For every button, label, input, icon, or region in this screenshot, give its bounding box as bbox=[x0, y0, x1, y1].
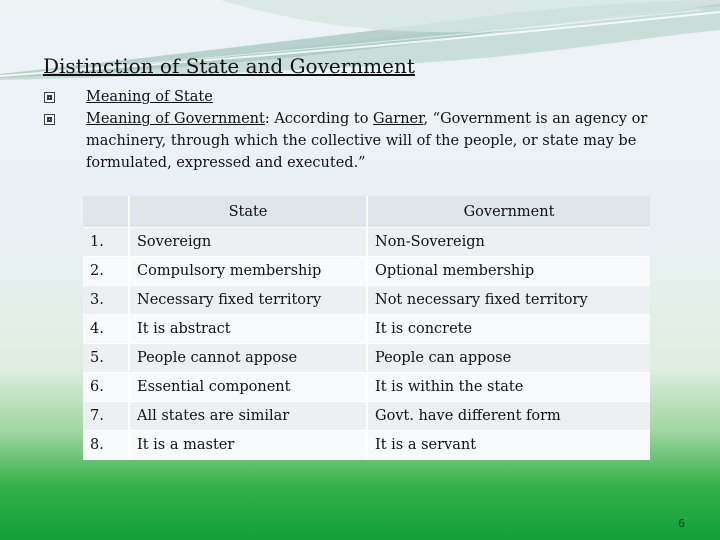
table-row bbox=[83, 315, 650, 344]
bullet-text: , “Government is an agency or machinery, through which the collective will of the people, or state may be formulated, expressed and executed.” bbox=[86, 111, 648, 171]
government-cell: People can appose bbox=[368, 344, 650, 373]
state-cell: Compulsory membership bbox=[130, 257, 368, 286]
comparison-table bbox=[83, 196, 650, 460]
row-number: 3. bbox=[83, 286, 130, 315]
government-cell: Optional membership bbox=[368, 257, 650, 286]
page-number: 6 bbox=[678, 517, 685, 530]
state-cell: People cannot appose bbox=[130, 344, 368, 373]
government-cell: Non-Sovereign bbox=[368, 228, 650, 257]
row-number: 6. bbox=[83, 373, 130, 402]
checkbox-bullet-icon bbox=[44, 114, 55, 125]
checkbox-bullet-icon bbox=[44, 92, 55, 103]
state-cell: It is abstract bbox=[130, 315, 368, 344]
government-cell: It is concrete bbox=[368, 315, 650, 344]
government-cell: Govt. have different form bbox=[368, 402, 650, 431]
bullet-list bbox=[44, 86, 669, 174]
bullet-item-government bbox=[44, 108, 669, 174]
state-cell: All states are similar bbox=[130, 402, 368, 431]
header-government: Government bbox=[368, 196, 650, 228]
row-number: 4. bbox=[83, 315, 130, 344]
header-number bbox=[83, 196, 130, 228]
bullet-label: Meaning of Government bbox=[86, 111, 265, 127]
government-cell: It is within the state bbox=[368, 373, 650, 402]
government-cell: It is a servant bbox=[368, 431, 650, 460]
row-number: 1. bbox=[83, 228, 130, 257]
state-cell: Necessary fixed territory bbox=[130, 286, 368, 315]
table-row bbox=[83, 257, 650, 286]
table-row bbox=[83, 373, 650, 402]
table-row bbox=[83, 431, 650, 460]
row-number: 7. bbox=[83, 402, 130, 431]
bullet-item-state bbox=[44, 86, 669, 108]
slide-title: Distinction of State and Government bbox=[43, 54, 415, 78]
state-cell: Essential component bbox=[130, 373, 368, 402]
bullet-label: Meaning of State bbox=[86, 89, 213, 105]
table-row bbox=[83, 228, 650, 257]
table-header-row bbox=[83, 196, 650, 228]
government-cell: Not necessary fixed territory bbox=[368, 286, 650, 315]
table-row bbox=[83, 344, 650, 373]
row-number: 2. bbox=[83, 257, 130, 286]
state-cell: It is a master bbox=[130, 431, 368, 460]
table-row bbox=[83, 402, 650, 431]
bullet-text: : According to bbox=[264, 111, 374, 127]
row-number: 8. bbox=[83, 431, 130, 460]
header-state: State bbox=[130, 196, 368, 228]
table-row bbox=[83, 286, 650, 315]
row-number: 5. bbox=[83, 344, 130, 373]
author-name: Garner bbox=[373, 111, 424, 127]
state-cell: Sovereign bbox=[130, 228, 368, 257]
